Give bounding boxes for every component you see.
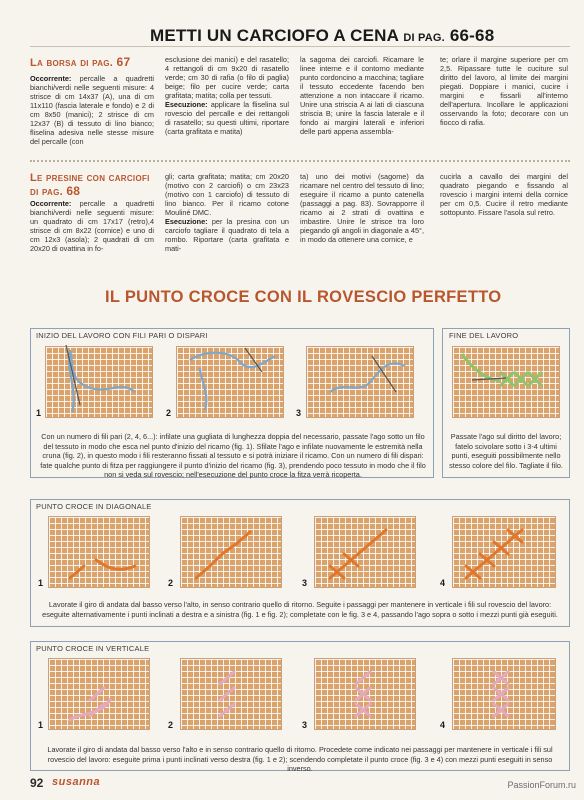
presine-col-2: gli; carta grafitata; matita; cm 20x20 (motivo con 2 carciofi) o cm 23x23 (motivo con 1 carciofo) di tessuto di lino bianco. Per il ricamo cotone Mouliné DMC. Esecuzione: per la presina con un carciofo tagliare il quadrato di tela a rombo. Riportare (carta grafitata e mati-: [165, 172, 289, 253]
presine-title: Le presine con carciofi di pag. 68: [30, 172, 150, 198]
header-rule: [30, 46, 570, 47]
title-text: METTI UN CARCIOFO A CENA: [150, 26, 399, 45]
borsa-col-3: la sagoma dei carciofi. Ricamare le linee interne e il contorno mediante punto cordoncino a macchina; tagliare il tessuto eccedente facendo ben attenzione a non intaccare il ricamo. Unire una striscia A ai lati di ciascuna striscia B; unire la fascia laterale e il fondo ai margini laterali e inferiori delle parti appena assembla-: [300, 55, 424, 136]
page-number: 92: [30, 776, 44, 790]
diag-num-1: 1: [38, 578, 44, 588]
diag-grid-4: [452, 516, 556, 588]
diag-num-4: 4: [440, 578, 446, 588]
diag-label: PUNTO CROCE IN DIAGONALE: [36, 502, 152, 511]
diag-caption: Lavorate il giro di andata dal basso verso l'alto, in senso contrario quello di ritorno. Seguite i passaggi per mantenere in verticale i fili sul rovescio del lavoro: eseguite alternativamente i punti inclinati a destra e a sinistra (fig. 1 e fig. 2); completate con le fig. 3 e 4, passando l'ago sopra o sotto i mezzi punti già eseguiti.: [42, 600, 558, 619]
fine-grid: [452, 346, 560, 418]
diag-grid-1: [48, 516, 150, 588]
vert-grid-2: [180, 658, 282, 730]
vert-grid-1: [48, 658, 150, 730]
inizio-grid-3: [306, 346, 414, 418]
vert-num-4: 4: [440, 720, 446, 730]
brand-logo: susanna: [52, 776, 101, 788]
title-sub: DI PAG.: [403, 32, 445, 44]
croce-title: IL PUNTO CROCE CON IL ROVESCIO PERFETTO: [105, 288, 502, 306]
vert-num-1: 1: [38, 720, 44, 730]
borsa-col-2: esclusione dei manici) e del rasatello; 4 rettangoli di cm 9x20 di rasatello verde; cm 30 di rafia (o filo di paglia) beige; filo per cucire verde; carta grafitata; matita; colla per tessuti. Esecuzione: applicare la fliselina sul rovescio del percalle e dei rettangoli di rasatello; su questi ultimi, riportare (carta grafitata e matita): [165, 55, 289, 136]
presine-col-3: ta) uno dei motivi (sagome) da ricamare nel centro del tessuto di lino; eseguire il ricamo a punto catenella (passaggi a pag. 83). Sovrapporre il ricamo ai 2 strati di ovattina e imbastire. Unire le strisce tra loro piegando gli angoli in diagonale a 45°, in modo da ottenere una cornice, e: [300, 172, 424, 244]
inizio-num-1: 1: [36, 408, 42, 418]
diag-grid-2: [180, 516, 282, 588]
inizio-grid-2: [176, 346, 284, 418]
vert-caption: Lavorate il giro di andata dal basso verso l'alto e in senso contrario quello di ritorno. Procedete come indicato nei passaggi per mantenere in verticale i fili sul rovescio del lavoro: eseguite prima i punti inclinati verso destra (fig. 1 e 2); scendendo completate il punto croce (fig. 3 e 4) con mezzi punti eseguiti in senso inverso.: [47, 745, 553, 773]
fine-caption: Passate l'ago sul diritto del lavoro; fatelo scivolare sotto i 3-4 ultimi punti, eseguiti possibilmente nello stesso colore del filo. Tagliate il filo.: [449, 432, 563, 470]
fine-label: FINE DEL LAVORO: [449, 331, 519, 340]
presine-col-1: Occorrente: percalle a quadretti bianchi/verdi nelle seguenti misure: un quadrato di cm 17x17 (retro),4 strisce di cm 8x22 (cornice) e uno di cm 12x3 (asola); 2 quadrati di cm 20x20 di ovattina in fo-: [30, 199, 154, 253]
inizio-label: INIZIO DEL LAVORO CON FILI PARI O DISPARI: [36, 331, 208, 340]
page-title: [150, 26, 494, 46]
diag-num-2: 2: [168, 578, 174, 588]
vert-num-2: 2: [168, 720, 174, 730]
borsa-title: La borsa di pag. 67: [30, 55, 131, 69]
section-divider: [30, 160, 570, 162]
diag-grid-3: [314, 516, 416, 588]
inizio-grid-1: [45, 346, 153, 418]
presine-col-4: cucirla a cavallo dei margini del quadrato piegando e fissando al rovescio i margini interni della cornice per cm 0,5. Cucire il retro mediante sottopunto. Fissare l'asola sul retro.: [440, 172, 568, 217]
borsa-col-1: Occorrente: percalle a quadretti bianchi/verdi nelle seguenti misure: 4 strisce di cm 14x37 (A), una di cm 11x110 (fascia laterale e fondo) e 2 di cm 8x50 (manici); 2 strisce di cm 12x37 (B) di tessuto di lino bianco; fliselina adesiva nelle stesse misure del percalle (con: [30, 74, 154, 146]
vert-num-3: 3: [302, 720, 308, 730]
vert-grid-4: [452, 658, 556, 730]
vert-grid-3: [314, 658, 416, 730]
watermark: PassionForum.ru: [507, 780, 576, 790]
borsa-col-4: te; orlare il margine superiore per cm 2,5. Ripassare tutte le cuciture sul diritto del lavoro, al limite dei margini piegati. Doppiare i manici, cucire i margini e fissarli all'interno dell'apertura. Incollare le applicazioni osservando la foto; decorare con un fiocco di rafia.: [440, 55, 568, 127]
inizio-caption: Con un numero di fili pari (2, 4, 6...): infilate una gugliata di lunghezza doppia del necessario, passate l'ago sotto un filo del tessuto in modo che esca nel punto d'inizio del ricamo (fig. 1). Sfilate l'ago e infilate nuovamente le estremità nella cruna (fig. 2), in questo modo i fili resteranno fissati al tessuto e si potrà iniziare il ricamo. Con un numero di fili dispari: fate qualche punto di fitza per raggiungere il punto d'inizio del ricamo (fig. 3), prendendo poco tessuto in modo che il filo non si veda sul rovescio; nell'esecuzione del punto croce la fitza verrà ricoperta.: [40, 432, 426, 479]
inizio-num-3: 3: [296, 408, 302, 418]
inizio-num-2: 2: [166, 408, 172, 418]
diag-num-3: 3: [302, 578, 308, 588]
title-pages: 66-68: [449, 26, 495, 45]
vert-label: PUNTO CROCE IN VERTICALE: [36, 644, 150, 653]
